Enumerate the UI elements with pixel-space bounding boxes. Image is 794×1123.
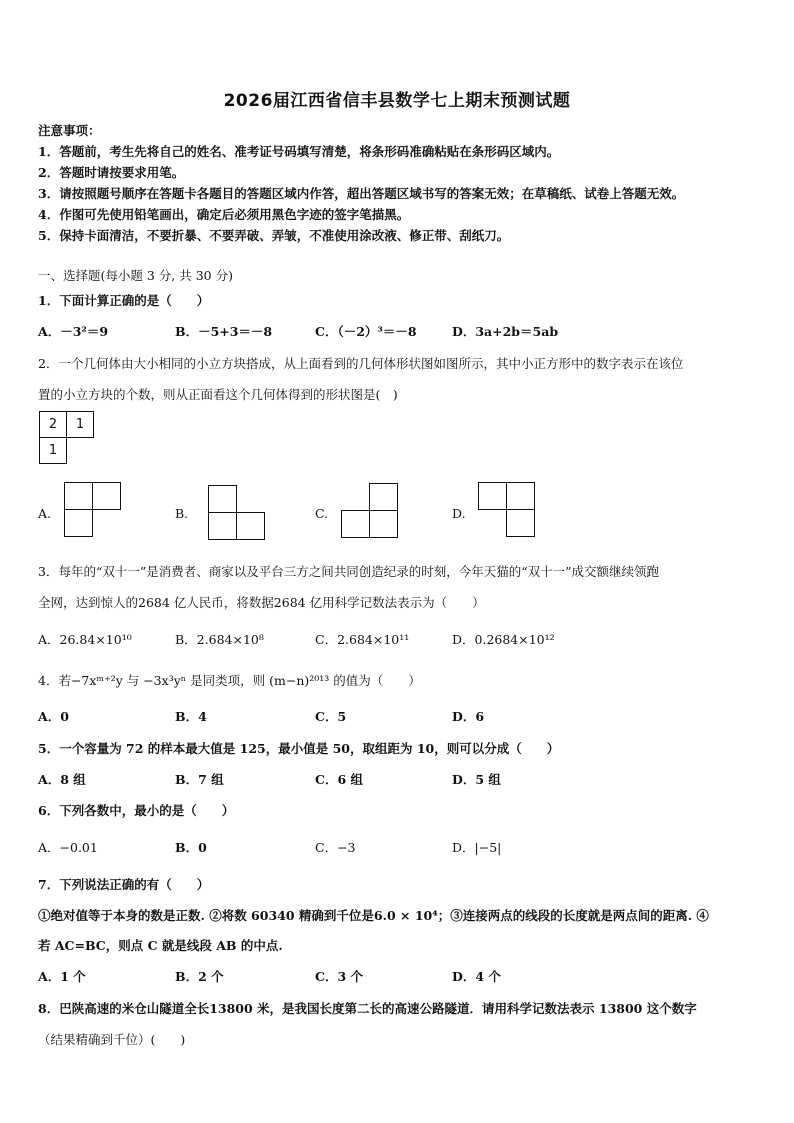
question-5-stem: 5．一个容量为 72 的样本最大值是 125，最小值是 50，取组距为 10，则可以分成（ ） [38,741,560,756]
option-a[interactable]: A．1 个 [38,969,86,984]
option-c[interactable]: C．6 组 [315,772,363,787]
option-a[interactable]: A. [38,506,52,521]
question-3-stem: 全网，达到惊人的2684 亿人民币，将数据2684 亿用科学记数法表示为（ ） [38,595,485,610]
question-6-stem: 6．下列各数中，最小的是（ ） [38,803,235,818]
notice-item: 4．作图可先使用铅笔画出，确定后必须用黑色字迹的签字笔描黑。 [38,207,410,222]
option-d[interactable]: D．3a+2b＝5ab [452,324,559,339]
grid-cell: 1 [66,411,94,438]
option-d-figure [478,482,536,538]
option-a[interactable]: A．－3²＝9 [38,324,109,339]
option-c[interactable]: C．5 [315,709,347,724]
question-1-stem: 1．下面计算正确的是（ ） [38,293,210,308]
cube-square [236,512,265,540]
option-c[interactable]: C．3 个 [315,969,363,984]
grid-cell: 1 [39,437,67,464]
cube-square [506,482,535,510]
question-6-options [38,838,758,856]
option-b[interactable]: B．4 [175,709,207,724]
cube-square [208,512,237,540]
question-8-stem: （结果精确到千位）( ) [38,1032,186,1047]
option-a[interactable]: A．−0.01 [38,840,98,855]
option-b[interactable]: B．2.684×10⁸ [175,632,264,647]
question-2-stem: 2．一个几何体由大小相同的小立方块搭成，从上面看到的几何体形状图如图所示，其中小正方形中的数字表示在该位 [38,356,684,371]
option-b[interactable]: B．7 组 [175,772,224,787]
option-c-figure [341,483,399,539]
option-c[interactable]: C．−3 [315,840,356,855]
option-a[interactable]: A．8 组 [38,772,86,787]
option-a[interactable]: A．0 [38,709,69,724]
option-b[interactable]: B．0 [175,840,207,855]
cube-square [506,509,535,537]
grid-cell: 2 [39,411,67,438]
question-2-stem: 置的小立方块的个数，则从正面看这个几何体得到的形状图是( ) [38,387,398,402]
notice-item: 5．保持卡面清洁，不要折暴、不要弄破、弄皱，不准使用涂改液、修正带、刮纸刀。 [38,228,510,243]
question-4-options [38,707,758,725]
cube-square [341,510,370,538]
notice-item: 2．答题时请按要求用笔。 [38,165,185,180]
cube-square [64,482,93,510]
question-7-options [38,967,758,985]
cube-square [208,485,237,513]
question-1-options [38,322,758,340]
notice-item: 1．答题前，考生先将自己的姓名、准考证号码填写清楚，将条形码准确粘贴在条形码区域内。 [38,144,560,159]
option-b[interactable]: B．－5+3＝－8 [175,324,273,339]
option-d[interactable]: D. [452,506,466,521]
question-7-stem: 7．下列说法正确的有（ ） [38,877,210,892]
top-view-grid [39,411,95,465]
option-b-figure [208,485,266,541]
question-8-stem: 8．巴陕高速的米仓山隧道全长13800 米，是我国长度第二长的高速公路隧道．请用科学记数法表示 13800 这个数字 [38,1001,697,1016]
option-d[interactable]: D．|−5| [452,840,502,855]
question-7-statement: ①绝对值等于本身的数是正数. ②将数 60340 精确到千位是6.0 × 10⁴；③连接两点的线段的长度就是两点间的距离. ④ [38,908,709,923]
notice-item: 3．请按照题号顺序在答题卡各题目的答题区域内作答，超出答题区域书写的答案无效；在草稿纸、试卷上答题无效。 [38,186,685,201]
question-7-statement: 若 AC=BC，则点 C 就是线段 AB 的中点. [38,938,283,953]
option-b[interactable]: B．2 个 [175,969,224,984]
question-4-stem: 4．若−7xᵐ⁺²y 与 −3x³yⁿ 是同类项，则 (m−n)²⁰¹³ 的值为（ ） [38,673,421,688]
question-3-stem: 3．每年的“双十一”是消费者、商家以及平台三方之间共同创造纪录的时刻，今年天猫的“双十一”成交额继续领跑 [38,564,660,579]
question-5-options [38,770,758,788]
page-title: 2026届江西省信丰县数学七上期末预测试题 [223,91,571,111]
cube-square [369,483,398,511]
option-d[interactable]: D．5 组 [452,772,501,787]
option-d[interactable]: D．0.2684×10¹² [452,632,555,647]
cube-square [64,509,93,537]
option-d[interactable]: D．4 个 [452,969,501,984]
option-c[interactable]: C．（－2）³＝－8 [315,324,417,339]
option-a-figure [64,482,122,538]
cube-square [369,510,398,538]
cube-square [478,482,507,510]
option-a[interactable]: A．26.84×10¹⁰ [38,632,132,647]
option-b[interactable]: B. [175,506,189,521]
question-3-options [38,630,758,648]
option-d[interactable]: D．6 [452,709,485,724]
notice-heading: 注意事项： [38,123,101,138]
option-c[interactable]: C．2.684×10¹¹ [315,632,410,647]
option-c[interactable]: C. [315,506,329,521]
cube-square [92,482,121,510]
section-heading: 一、选择题(每小题 3 分, 共 30 分) [38,268,233,283]
